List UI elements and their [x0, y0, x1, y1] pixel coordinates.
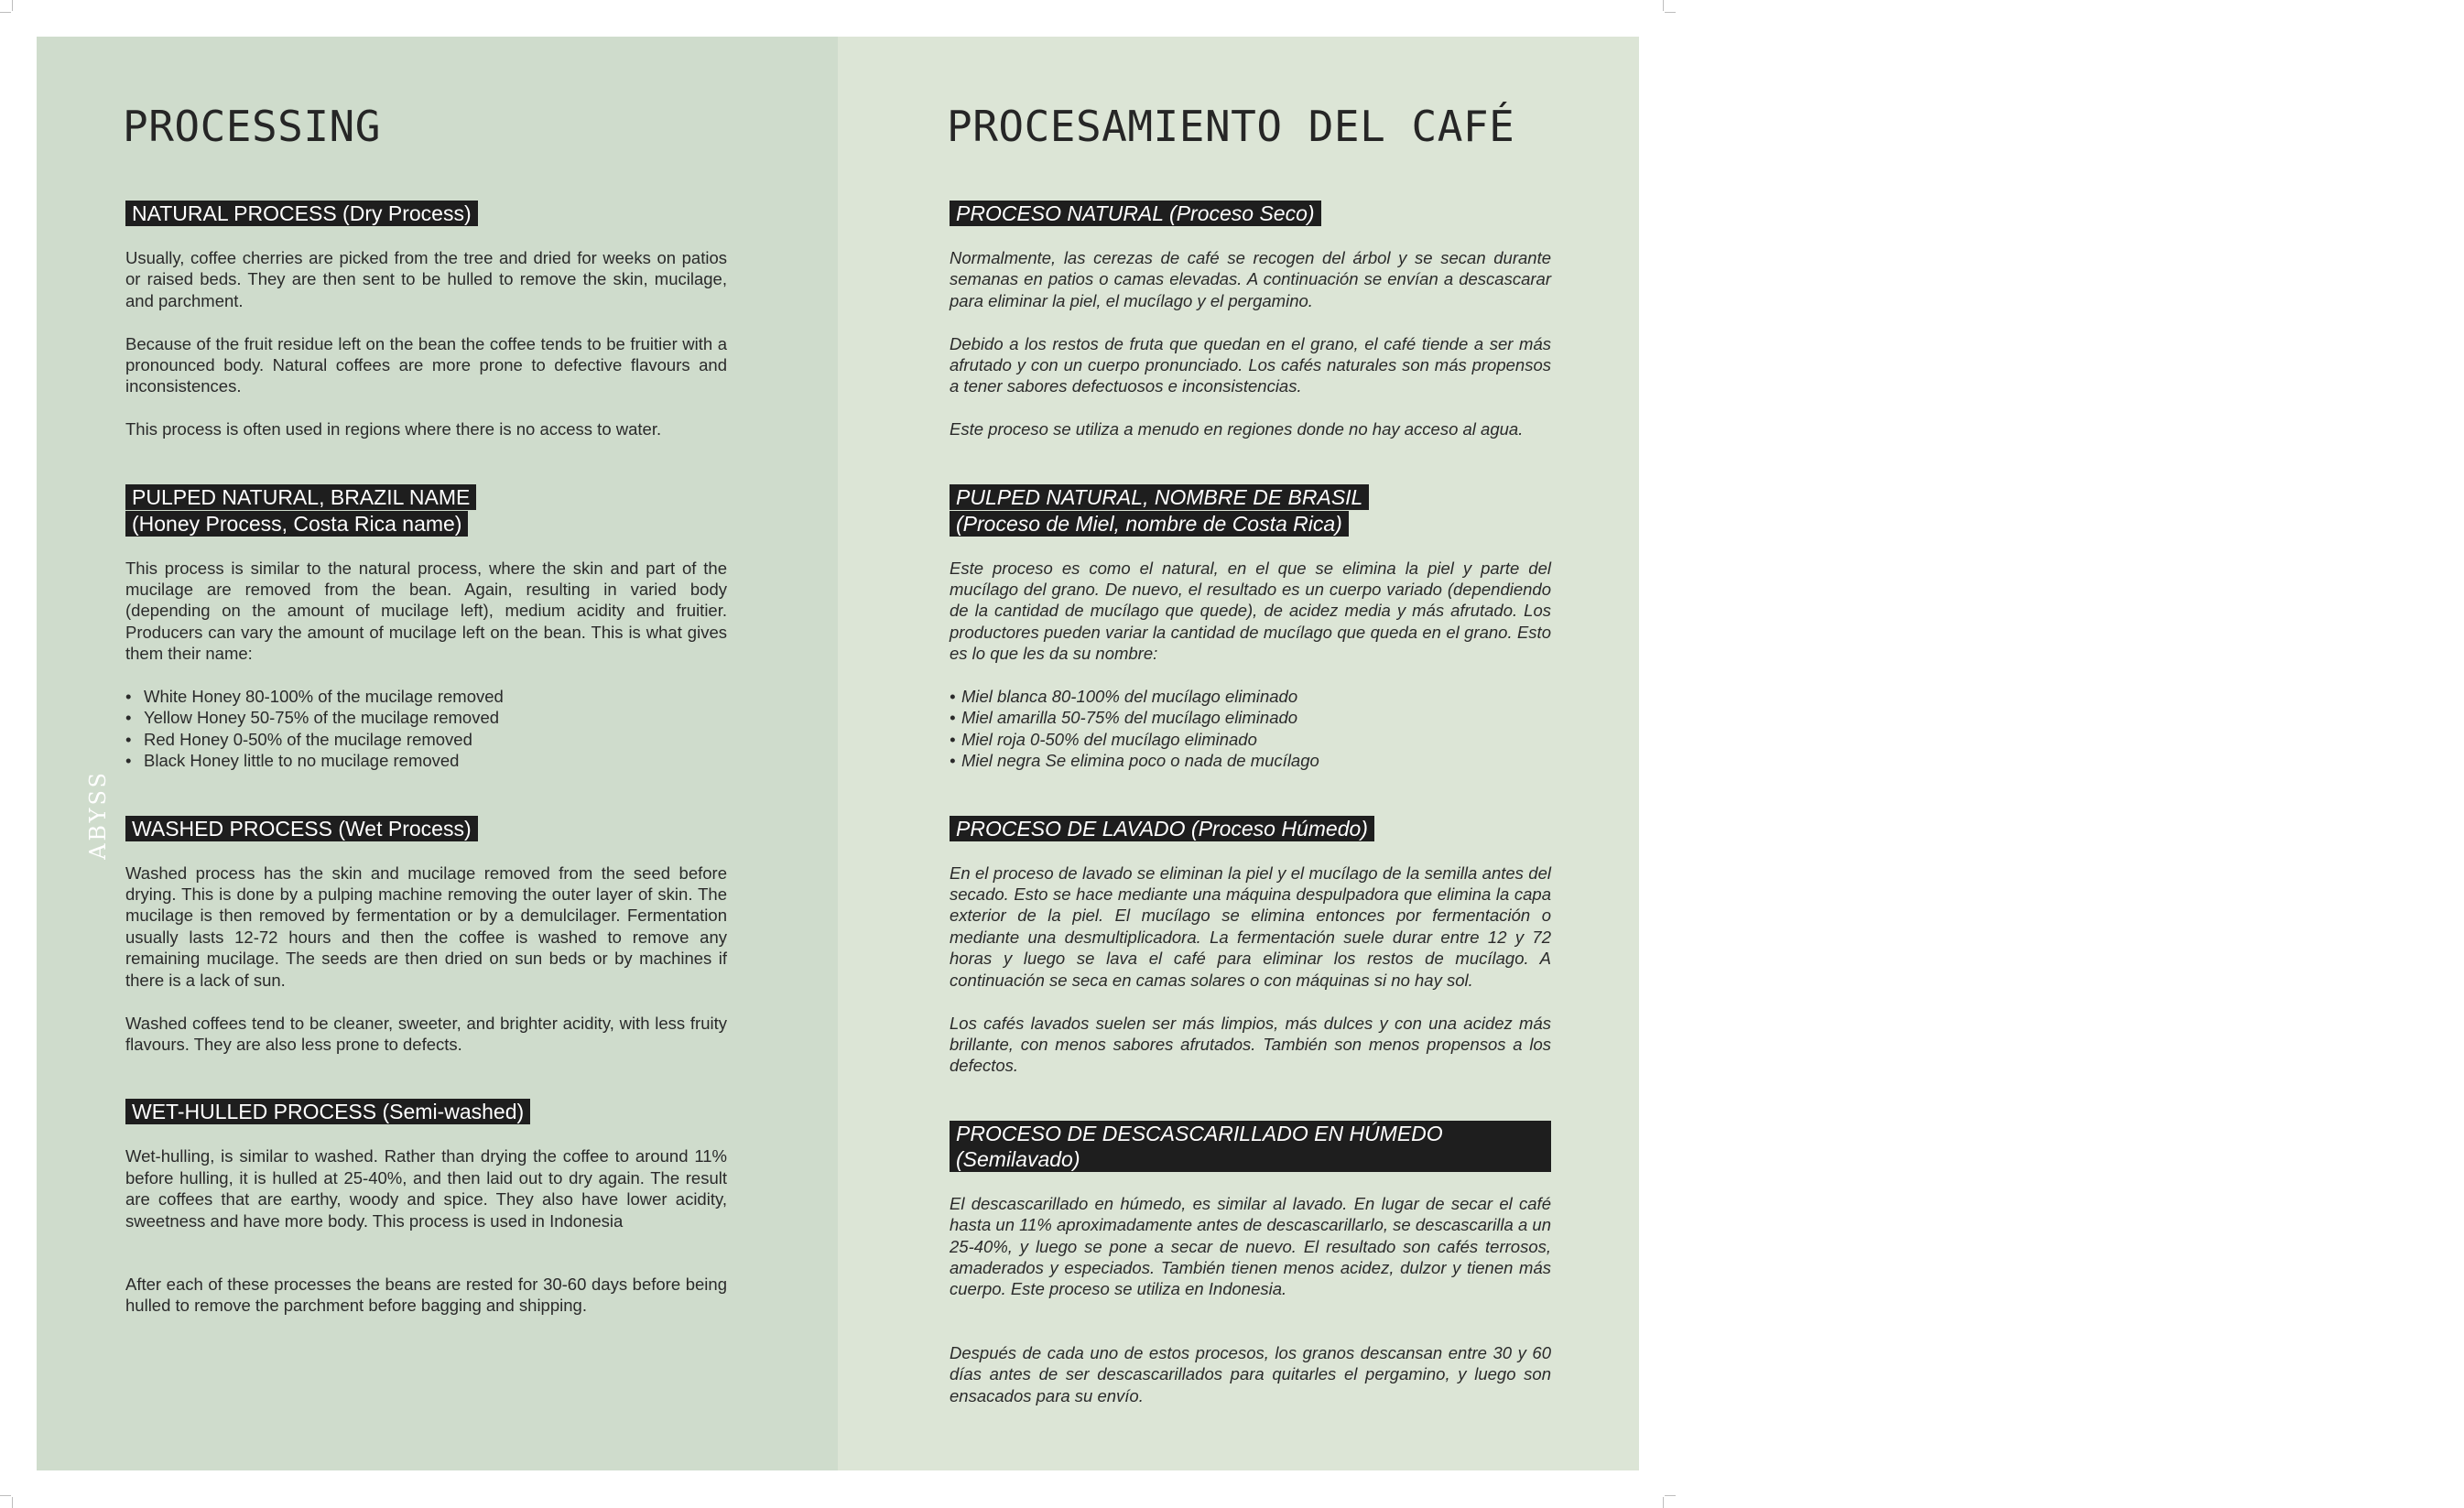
section-heading: [950, 816, 1551, 842]
list-item: • Miel blanca 80-100% del mucílago eliminado: [950, 687, 1298, 707]
page-right-spanish: [838, 37, 2464, 1470]
heading-line: WET-HULLED PROCESS (Semi-washed): [125, 1099, 530, 1124]
crop-mark: [12, 0, 13, 11]
list-item: • Yellow Honey 50-75% of the mucilage removed: [125, 708, 500, 728]
list-item: • White Honey 80-100% of the mucilage removed: [125, 687, 504, 707]
list-item: • Miel negra Se elimina poco o nada de mucílago: [950, 751, 1319, 771]
section-natural: [950, 201, 1551, 440]
heading-line: PROCESO DE DESCASCARILLADO EN HÚMEDO (Semilavado): [950, 1121, 1551, 1172]
paragraph: Los cafés lavados suelen ser más limpios, más dulces y con una acidez más brillante, con menos sabores afrutados. También son menos propensos a los defectos.: [950, 1013, 1551, 1076]
paragraph: This process is often used in regions where there is no access to water.: [125, 419, 662, 439]
paragraph: This process is similar to the natural process, where the skin and part of the mucilage are removed from the bean. Again, resulting in varied body (depending on the amount of mucilage left), medium acidity and fruitier. Producers can vary the amount of mucilage left on the bean. This is what gives them their name:: [125, 558, 727, 664]
paragraph: El descascarillado en húmedo, es similar al lavado. En lugar de secar el café hasta un 11% aproximadamente antes de descascarillarlo, se descascarilla a un 25-40%, y luego se pone a secar de nuevo. El resultado son cafés terrosos, amaderados y especiados. También tienen menos acidez, dulzor y tienen más cuerpo. Este proceso se utiliza en Indonesia.: [950, 1193, 1551, 1299]
paragraph: Usually, coffee cherries are picked from the tree and dried for weeks on patios or raised beds. They are then sent to be hulled to remove the skin, mucilage, and parchment.: [125, 248, 727, 310]
crop-mark: [1663, 1497, 1664, 1508]
paragraph: Because of the fruit residue left on the bean the coffee tends to be fruitier with a pronounced body. Natural coffees are more prone to defective flavours and inconsistences.: [125, 333, 727, 396]
heading-line: PULPED NATURAL, NOMBRE DE BRASIL: [950, 484, 1369, 510]
honey-bullet-list: [125, 686, 727, 772]
section-heading: [950, 484, 1551, 537]
section-heading: [125, 816, 727, 842]
closing-paragraph: Después de cada uno de estos procesos, los granos descansan entre 30 y 60 días antes de ser descascarillados para quitarles el pergamino, y luego son ensacados para su envío.: [950, 1342, 1551, 1405]
section-pulped-natural: [950, 484, 1551, 772]
page-title: PROCESAMIENTO DEL CAFÉ: [947, 102, 1515, 151]
paragraph: Este proceso es como el natural, en el que se elimina la piel y parte del mucílago del grano. De nuevo, el resultado es un cuerpo variado (dependiendo de la cantidad de mucílago que quede), de acidez media y más afrutado. Los productores pueden variar la cantidad de mucílago que queda en el grano. Esto es lo que les da su nombre:: [950, 558, 1551, 664]
paragraph: Washed process has the skin and mucilage removed from the seed before drying. This is done by a pulping machine removing the outer layer of skin. The mucilage is then removed by fermentation or by a demulcilager. Fermentation usually lasts 12-72 hours and then the coffee is washed to remove any remaining mucilage. The seeds are then dried on sun beds or by machines if there is a lack of sun.: [125, 862, 727, 990]
left-column: [125, 103, 727, 1338]
heading-line: NATURAL PROCESS (Dry Process): [125, 201, 478, 226]
paragraph: Debido a los restos de fruta que quedan en el grano, el café tiende a ser más afrutado y con un cuerpo pronunciado. Los cafés naturales son más propensos a tener sabores defectuosos e inconsistencias.: [950, 333, 1551, 396]
paragraph: En el proceso de lavado se eliminan la piel y el mucílago de la semilla antes del secado. Esto se hace mediante una máquina despulpadora que elimina la capa exterior de la piel. El mucílago se elimina entonces por fermentación o mediante una desmultiplicadora. La fermentación suele durar entre 12 y 72 horas y luego se lava el café para eliminar los restos de mucílago. A continuación se seca en camas solares o con máquinas si no hay sol.: [950, 862, 1551, 990]
heading-line: PROCESO DE LAVADO (Proceso Húmedo): [950, 816, 1374, 841]
right-column: [947, 102, 1551, 1427]
brand-logo-abyss: ABYSS: [85, 770, 111, 860]
section-wet-hulled: [950, 1121, 1551, 1300]
crop-mark: [12, 1497, 13, 1508]
heading-line: (Honey Process, Costa Rica name): [125, 511, 468, 537]
section-heading: [125, 484, 727, 537]
section-pulped-natural: [125, 484, 727, 772]
section-wet-hulled: [125, 1099, 727, 1231]
crop-mark: [0, 1495, 11, 1496]
list-item: • Miel amarilla 50-75% del mucílago eliminado: [950, 708, 1298, 728]
paragraph: Washed coffees tend to be cleaner, sweeter, and brighter acidity, with less fruity flavours. They are also less prone to defects.: [125, 1013, 727, 1054]
heading-line: (Proceso de Miel, nombre de Costa Rica): [950, 511, 1349, 537]
section-washed: [950, 816, 1551, 1077]
brand-tagline-coffee-roasters: COFFEE ROASTERS: [2453, 743, 2464, 890]
crop-mark: [1665, 1495, 1676, 1496]
crop-mark: [0, 12, 11, 13]
section-heading: [950, 1121, 1551, 1173]
brochure-spread: [37, 37, 2464, 1470]
crop-mark: [1665, 12, 1676, 13]
list-item: • Black Honey little to no mucilage removed: [125, 751, 460, 771]
heading-line: PROCESO NATURAL (Proceso Seco): [950, 201, 1321, 226]
paragraph: Normalmente, las cerezas de café se recogen del árbol y se secan durante semanas en patios o camas elevadas. A continuación se envían a descascarar para eliminar la piel, el mucílago y el pergamino.: [950, 248, 1551, 310]
section-washed: [125, 816, 727, 1056]
paragraph: Wet-hulling, is similar to washed. Rather than drying the coffee to around 11% before hulling, it is hulled at 25-40%, and then laid out to dry again. The result are coffees that are earthy, woody and spice. They also have lower acidity, sweetness and have more body. This process is used in Indonesia: [125, 1146, 727, 1231]
page-title: PROCESSING: [123, 102, 381, 151]
heading-line: WASHED PROCESS (Wet Process): [125, 816, 478, 841]
section-heading: [125, 1099, 727, 1125]
closing-paragraph: After each of these processes the beans are rested for 30-60 days before being hulled to remove the parchment before bagging and shipping.: [125, 1274, 727, 1316]
paragraph: Este proceso se utiliza a menudo en regiones donde no hay acceso al agua.: [950, 419, 1524, 439]
honey-bullet-list: [950, 686, 1551, 772]
heading-line: PULPED NATURAL, BRAZIL NAME: [125, 484, 476, 510]
list-item: • Red Honey 0-50% of the mucilage removed: [125, 729, 472, 749]
page-left-english: [37, 37, 838, 1470]
section-natural: [125, 201, 727, 440]
section-heading: [950, 201, 1551, 227]
list-item: • Miel roja 0-50% del mucílago eliminado: [950, 729, 1257, 749]
crop-mark: [1663, 0, 1664, 11]
section-heading: [125, 201, 727, 227]
